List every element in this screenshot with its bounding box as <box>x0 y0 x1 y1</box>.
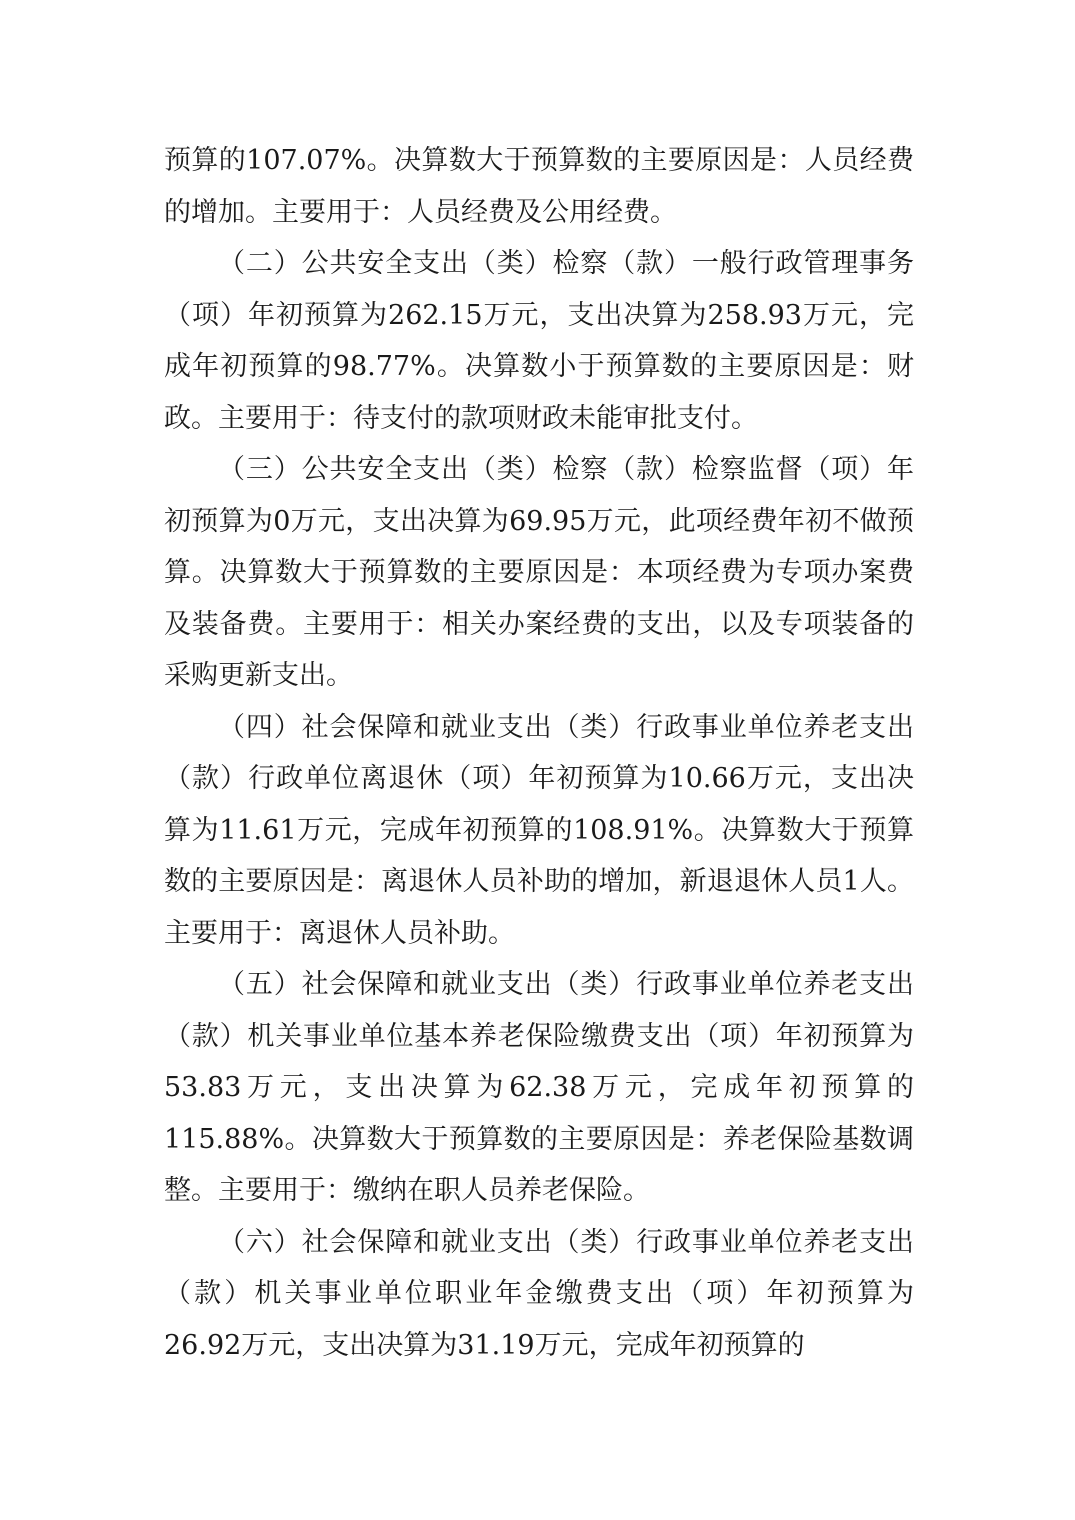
paragraph-item-2: （二）公共安全支出（类）检察（款）一般行政管理事务（项）年初预算为262.15万元，支出决算为258.93万元，完成年初预算的98.77%。决算数小于预算数的主要原因是：财政。主要用于：待支付的款项财政未能审批支付。 <box>164 248 914 434</box>
paragraph-item-6: （六）社会保障和就业支出（类）行政事业单位养老支出（款）机关事业单位职业年金缴费支出（项）年初预算为26.92万元，支出决算为31.19万元，完成年初预算的 <box>164 1226 914 1361</box>
paragraph-continuation: 预算的107.07%。决算数大于预算数的主要原因是：人员经费的增加。主要用于：人员经费及公用经费。 <box>164 145 914 228</box>
body-text <box>164 135 914 1371</box>
paragraph-item-5: （五）社会保障和就业支出（类）行政事业单位养老支出（款）机关事业单位基本养老保险缴费支出（项）年初预算为53.83万元，支出决算为62.38万元，完成年初预算的115.88%。决算数大于预算数的主要原因是：养老保险基数调整。主要用于：缴纳在职人员养老保险。 <box>164 969 914 1206</box>
paragraph-item-3: （三）公共安全支出（类）检察（款）检察监督（项）年初预算为0万元，支出决算为69.95万元，此项经费年初不做预算。决算数大于预算数的主要原因是：本项经费为专项办案费及装备费。主要用于：相关办案经费的支出，以及专项装备的采购更新支出。 <box>164 454 914 691</box>
paragraph-item-4: （四）社会保障和就业支出（类）行政事业单位养老支出（款）行政单位离退休（项）年初预算为10.66万元，支出决算为11.61万元，完成年初预算的108.91%。决算数大于预算数的主要原因是：离退休人员补助的增加，新退退休人员1人。主要用于：离退休人员补助。 <box>164 711 914 949</box>
